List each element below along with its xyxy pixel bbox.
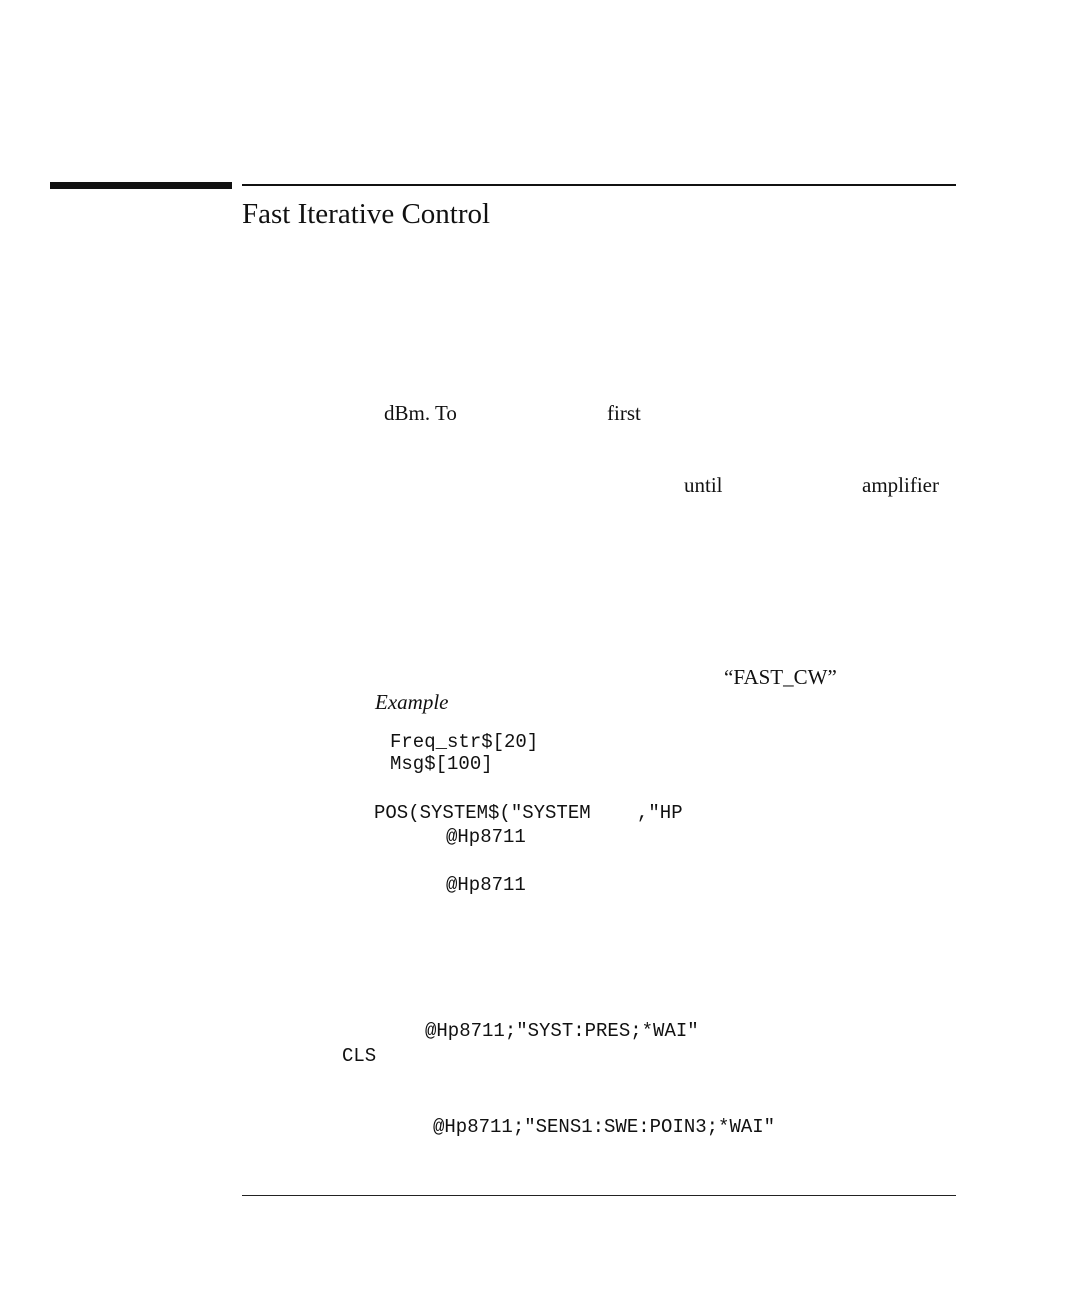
code-freq-str: Freq_str$[20]: [390, 731, 539, 753]
code-syst-pres: @Hp8711;"SYST:PRES;*WAI": [425, 1020, 699, 1042]
code-msg: Msg$[100]: [390, 753, 493, 775]
header-rule-thin: [242, 184, 956, 186]
text-fragment-dbm-to: dBm. To: [384, 401, 457, 425]
text-fragment-first: first: [607, 401, 641, 425]
header-rule-thick: [50, 182, 232, 189]
text-fragment-example: Example: [375, 690, 449, 714]
code-hp-quote: ,"HP: [637, 802, 683, 824]
section-title: Fast Iterative Control: [242, 198, 491, 230]
code-pos-system: POS(SYSTEM$("SYSTEM: [374, 802, 591, 824]
code-cls: CLS: [342, 1045, 377, 1067]
text-fragment-until: until: [684, 473, 723, 497]
footer-rule: [242, 1195, 956, 1196]
code-hp8711-b: @Hp8711: [446, 874, 526, 896]
code-sens-swe: @Hp8711;"SENS1:SWE:POIN3;*WAI": [433, 1116, 776, 1138]
code-hp8711-a: @Hp8711: [446, 826, 526, 848]
text-fragment-fast-cw: “FAST_CW”: [724, 665, 837, 689]
text-fragment-amplifier: amplifier: [862, 473, 939, 497]
